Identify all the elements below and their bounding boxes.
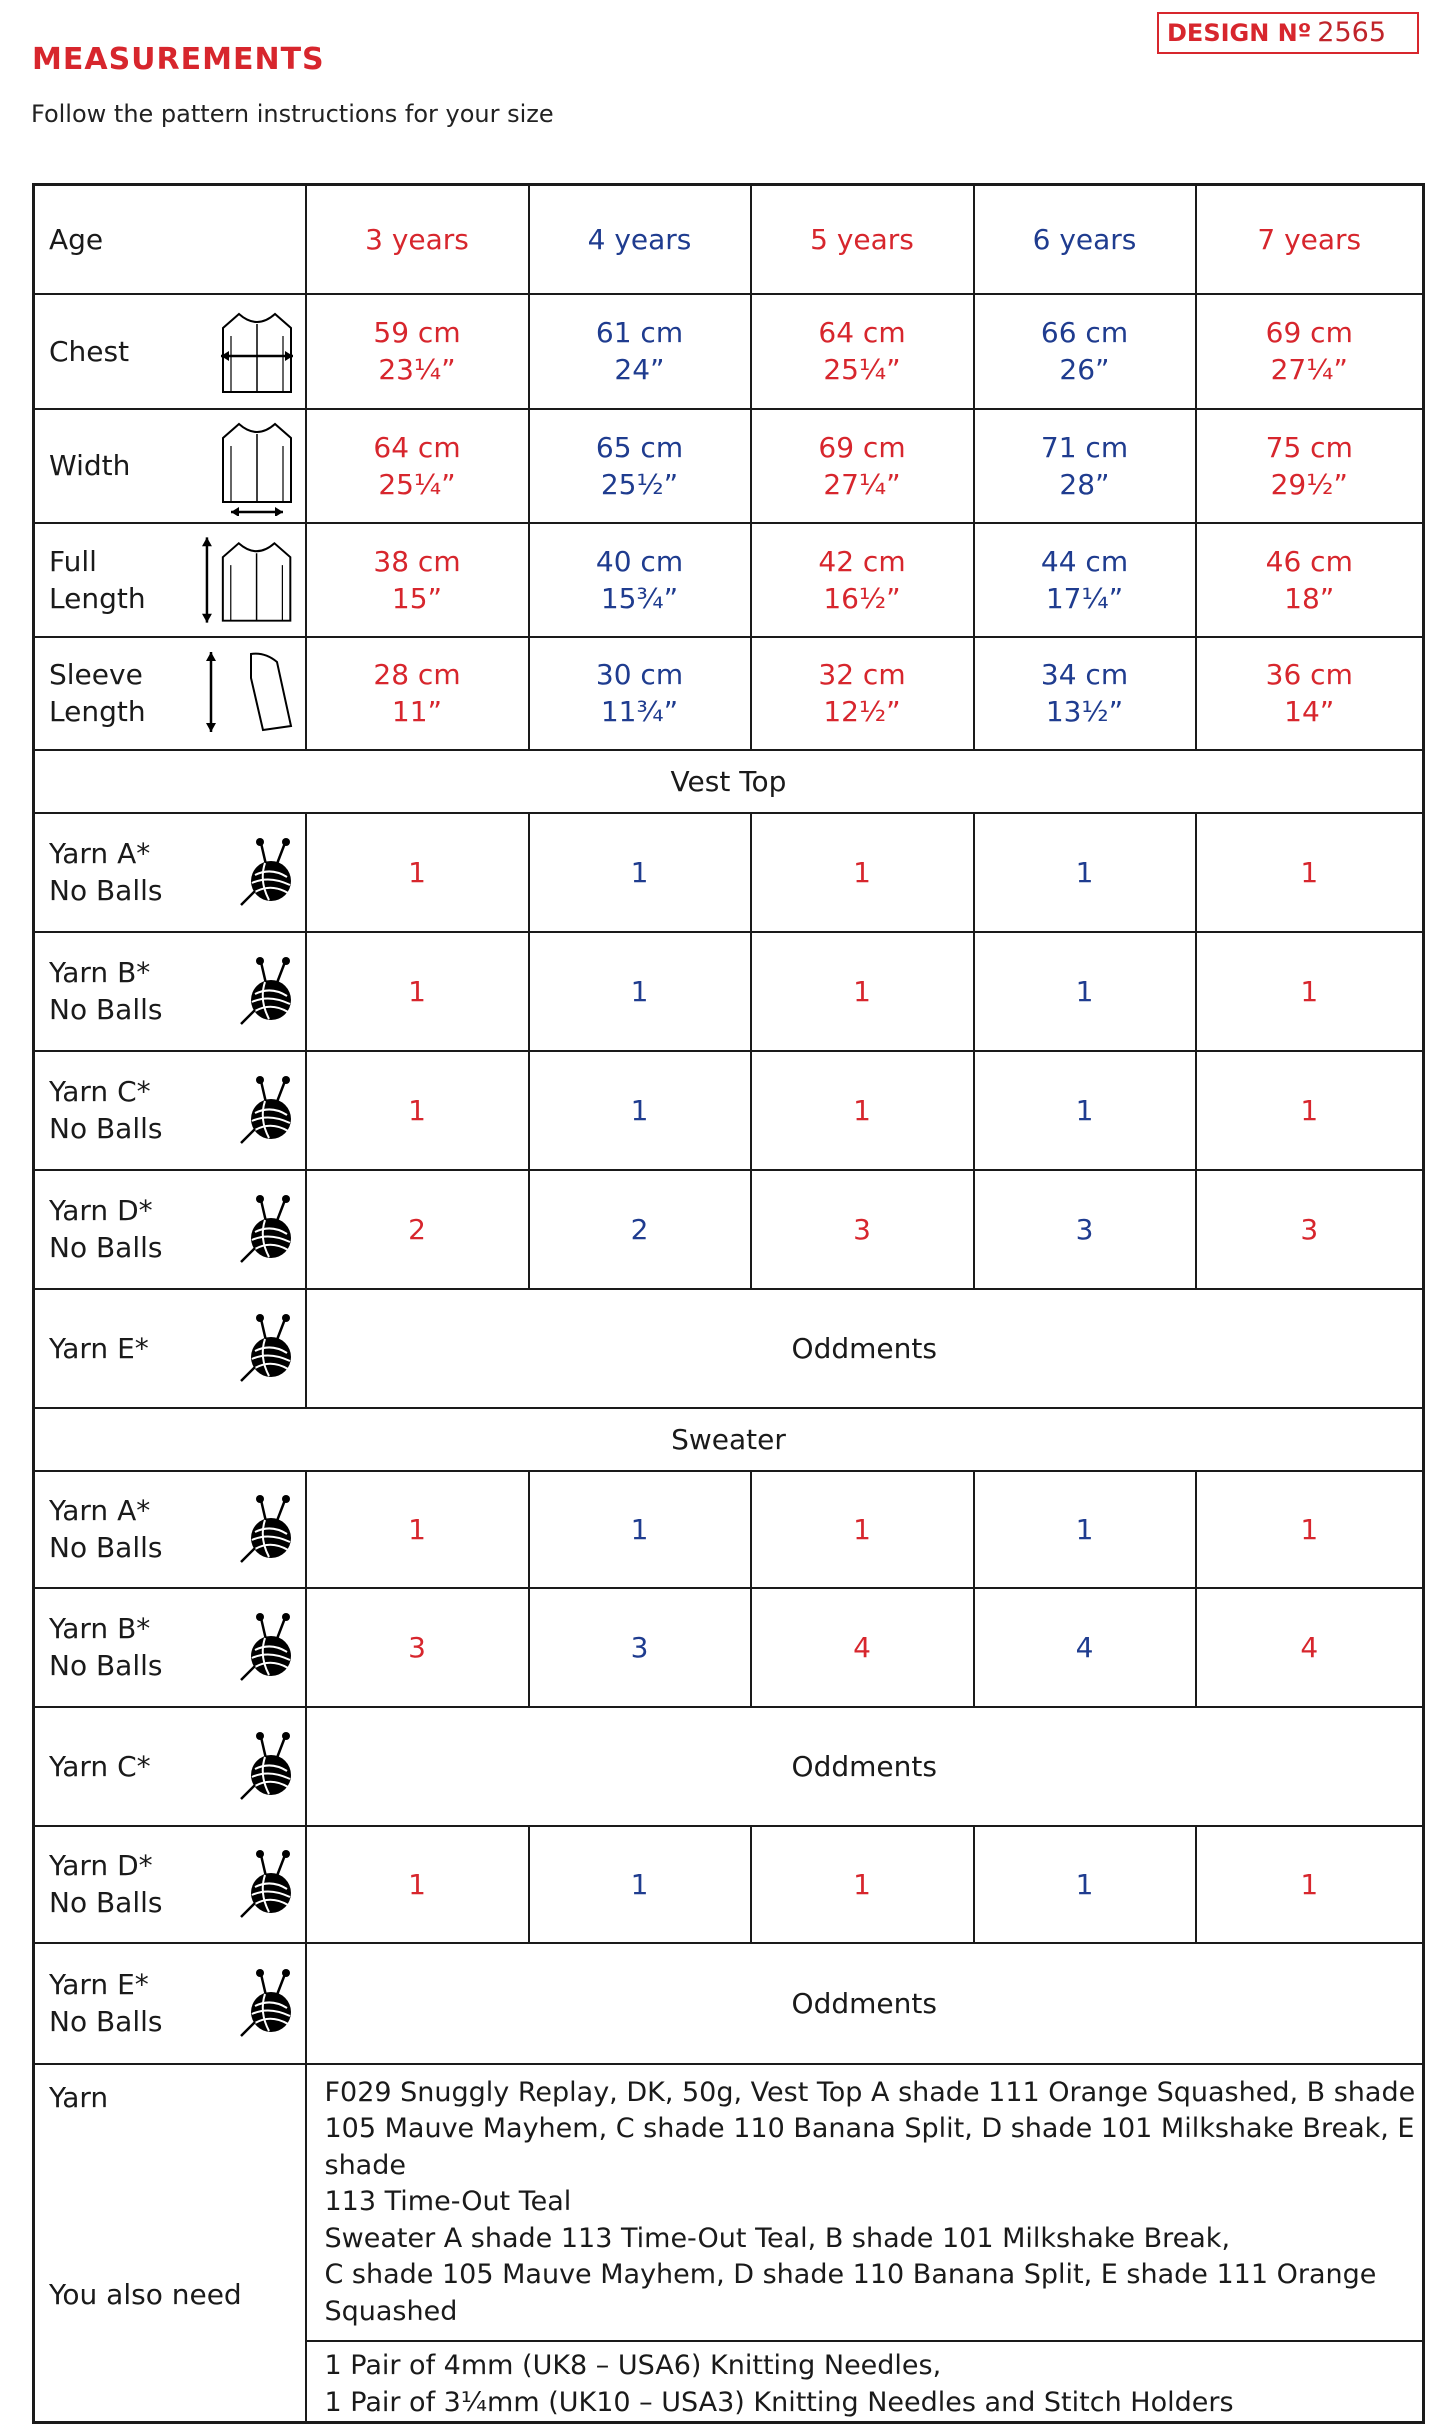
- yarn-qty-cell: 3: [974, 1170, 1196, 1289]
- sweater-heading-row: [34, 1408, 1424, 1471]
- measure-cell: 34 cm 13½”: [974, 637, 1196, 750]
- yarn-details-label-cell: [34, 2064, 306, 2423]
- oddments-cell: Oddments: [306, 1943, 1424, 2064]
- needle-line: 1 Pair of 3¼mm (UK10 – USA3) Knitting Needles and Stitch Holders: [324, 2386, 1234, 2418]
- measure-cell: 46 cm 18”: [1196, 523, 1424, 637]
- design-label: DESIGN Nº: [1167, 19, 1312, 47]
- full-length-label-cell: Full Length: [34, 523, 306, 637]
- age-label: Age: [34, 185, 306, 294]
- yarn-qty-cell: 1: [529, 1826, 751, 1943]
- yarn-ball-icon: [237, 1845, 297, 1923]
- sleeve-length-label-cell: Sleeve Length: [34, 637, 306, 750]
- measure-cell: 38 cm 15”: [306, 523, 529, 637]
- yarn-qty-cell: 1: [529, 1471, 751, 1588]
- yarn-ball-icon: [237, 952, 297, 1030]
- measure-cell: 75 cm 29½”: [1196, 409, 1424, 523]
- needle-line: 1 Pair of 4mm (UK8 – USA6) Knitting Needles,: [324, 2350, 942, 2381]
- yarn-row: [34, 1588, 1424, 1707]
- age-row: [34, 185, 1424, 294]
- yarn-details-row: [34, 2064, 1424, 2423]
- yarn-qty-cell: 1: [751, 1471, 974, 1588]
- yarn-qty-cell: 1: [306, 813, 529, 932]
- yarn-label-cell: Yarn E* No Balls: [34, 1943, 306, 2064]
- section-heading-sweater: Sweater: [34, 1408, 1424, 1471]
- yarn-row: [34, 813, 1424, 932]
- yarn-qty-cell: 2: [306, 1170, 529, 1289]
- yarn-qty-cell: 1: [1196, 1051, 1424, 1170]
- yarn-qty-cell: 3: [529, 1588, 751, 1707]
- yarn-row: [34, 1826, 1424, 1943]
- yarn-ball-icon: [237, 1727, 297, 1805]
- yarn-qty-cell: 1: [1196, 1826, 1424, 1943]
- yarn-qty-cell: 4: [751, 1588, 974, 1707]
- section-heading-vest-top: Vest Top: [34, 750, 1424, 813]
- yarn-qty-cell: 4: [974, 1588, 1196, 1707]
- measure-cell: 42 cm 16½”: [751, 523, 974, 637]
- yarn-label-cell: Yarn C* No Balls: [34, 1051, 306, 1170]
- garment-chest-icon: [217, 306, 297, 396]
- yarn-label-cell: Yarn D* No Balls: [34, 1170, 306, 1289]
- yarn-qty-cell: 1: [751, 1051, 974, 1170]
- yarn-qty-cell: 1: [974, 932, 1196, 1051]
- yarn-row: [34, 1289, 1424, 1408]
- age-cell: 7 years: [1196, 185, 1424, 294]
- measure-cell: 64 cm 25¼”: [751, 294, 974, 409]
- yarn-label-cell: Yarn B* No Balls: [34, 1588, 306, 1707]
- yarn-qty-cell: 4: [1196, 1588, 1424, 1707]
- sleeve-length-row: [34, 637, 1424, 750]
- yarn-ball-icon: [237, 1071, 297, 1149]
- yarn-qty-cell: 1: [306, 1051, 529, 1170]
- yarn-ball-icon: [237, 1190, 297, 1268]
- yarn-qty-cell: 1: [751, 932, 974, 1051]
- yarn-details-text: [306, 2064, 1424, 2423]
- chest-row: [34, 294, 1424, 409]
- yarn-line: C shade 105 Mauve Mayhem, D shade 110 Banana Split, E shade 111 Orange Squashed: [324, 2259, 1377, 2327]
- yarn-line: Sweater A shade 113 Time-Out Teal, B shade 101 Milkshake Break,: [324, 2222, 1231, 2254]
- measure-cell: 30 cm 11¾”: [529, 637, 751, 750]
- yarn-qty-cell: 1: [529, 1051, 751, 1170]
- yarn-label-cell: Yarn D* No Balls: [34, 1826, 306, 1943]
- measure-cell: 64 cm 25¼”: [306, 409, 529, 523]
- vest-top-heading-row: [34, 750, 1424, 813]
- garment-width-icon: [217, 416, 297, 516]
- yarn-ball-icon: [237, 1608, 297, 1686]
- yarn-qty-cell: 1: [306, 932, 529, 1051]
- measure-cell: 59 cm 23¼”: [306, 294, 529, 409]
- yarn-line: 105 Mauve Mayhem, C shade 110 Banana Split, D shade 101 Milkshake Break, E shade: [324, 2113, 1415, 2181]
- measure-cell: 69 cm 27¼”: [751, 409, 974, 523]
- yarn-qty-cell: 3: [751, 1170, 974, 1289]
- yarn-qty-cell: 1: [751, 813, 974, 932]
- age-cell: 5 years: [751, 185, 974, 294]
- yarn-qty-cell: 1: [751, 1826, 974, 1943]
- yarn-label-cell: Yarn E*: [34, 1289, 306, 1408]
- measure-cell: 40 cm 15¾”: [529, 523, 751, 637]
- yarn-label-cell: Yarn A* No Balls: [34, 1471, 306, 1588]
- yarn-label-cell: Yarn A* No Balls: [34, 813, 306, 932]
- yarn-qty-cell: 1: [974, 1471, 1196, 1588]
- measurements-table: [32, 183, 1425, 2424]
- measure-cell: 32 cm 12½”: [751, 637, 974, 750]
- width-row: [34, 409, 1424, 523]
- age-cell: 3 years: [306, 185, 529, 294]
- yarn-row: [34, 1707, 1424, 1826]
- yarn-line: 113 Time-Out Teal: [324, 2186, 572, 2217]
- yarn-qty-cell: 1: [306, 1471, 529, 1588]
- yarn-label-cell: Yarn C*: [34, 1707, 306, 1826]
- yarn-ball-icon: [237, 1490, 297, 1568]
- yarn-ball-icon: [237, 1309, 297, 1387]
- yarn-qty-cell: 1: [306, 1826, 529, 1943]
- yarn-qty-cell: 1: [974, 1051, 1196, 1170]
- yarn-row: [34, 1471, 1424, 1588]
- measure-cell: 36 cm 14”: [1196, 637, 1424, 750]
- page-title: MEASUREMENTS: [32, 42, 325, 77]
- measure-cell: 44 cm 17¼”: [974, 523, 1196, 637]
- yarn-qty-cell: 2: [529, 1170, 751, 1289]
- yarn-label: Yarn: [49, 2080, 109, 2114]
- measure-cell: 66 cm 26”: [974, 294, 1196, 409]
- yarn-qty-cell: 1: [974, 1826, 1196, 1943]
- you-also-need-label: You also need: [49, 2277, 242, 2311]
- yarn-qty-cell: 1: [529, 813, 751, 932]
- yarn-ball-icon: [237, 833, 297, 911]
- yarn-row: [34, 1051, 1424, 1170]
- yarn-qty-cell: 1: [529, 932, 751, 1051]
- design-number-box: [1157, 12, 1419, 54]
- measure-cell: 71 cm 28”: [974, 409, 1196, 523]
- oddments-cell: Oddments: [306, 1707, 1424, 1826]
- design-number: 2565: [1317, 17, 1387, 48]
- yarn-row: [34, 1170, 1424, 1289]
- measure-cell: 65 cm 25½”: [529, 409, 751, 523]
- full-length-row: [34, 523, 1424, 637]
- age-cell: 6 years: [974, 185, 1196, 294]
- oddments-cell: Oddments: [306, 1289, 1424, 1408]
- yarn-qty-cell: 3: [306, 1588, 529, 1707]
- yarn-qty-cell: 1: [1196, 932, 1424, 1051]
- yarn-ball-icon: [237, 1964, 297, 2042]
- sleeve-length-icon: [201, 648, 297, 738]
- garment-length-icon: [201, 533, 296, 627]
- yarn-qty-cell: 1: [1196, 813, 1424, 932]
- measure-cell: 28 cm 11”: [306, 637, 529, 750]
- page-subtitle: Follow the pattern instructions for your size: [31, 100, 554, 128]
- measure-cell: 69 cm 27¼”: [1196, 294, 1424, 409]
- yarn-qty-cell: 1: [1196, 1471, 1424, 1588]
- yarn-row: [34, 932, 1424, 1051]
- yarn-qty-cell: 3: [1196, 1170, 1424, 1289]
- age-cell: 4 years: [529, 185, 751, 294]
- yarn-line: F029 Snuggly Replay, DK, 50g, Vest Top A shade 111 Orange Squashed, B shade: [324, 2076, 1416, 2108]
- yarn-row: [34, 1943, 1424, 2064]
- yarn-label-cell: Yarn B* No Balls: [34, 932, 306, 1051]
- width-label-cell: Width: [34, 409, 306, 523]
- measure-cell: 61 cm 24”: [529, 294, 751, 409]
- chest-label-cell: Chest: [34, 294, 306, 409]
- yarn-qty-cell: 1: [974, 813, 1196, 932]
